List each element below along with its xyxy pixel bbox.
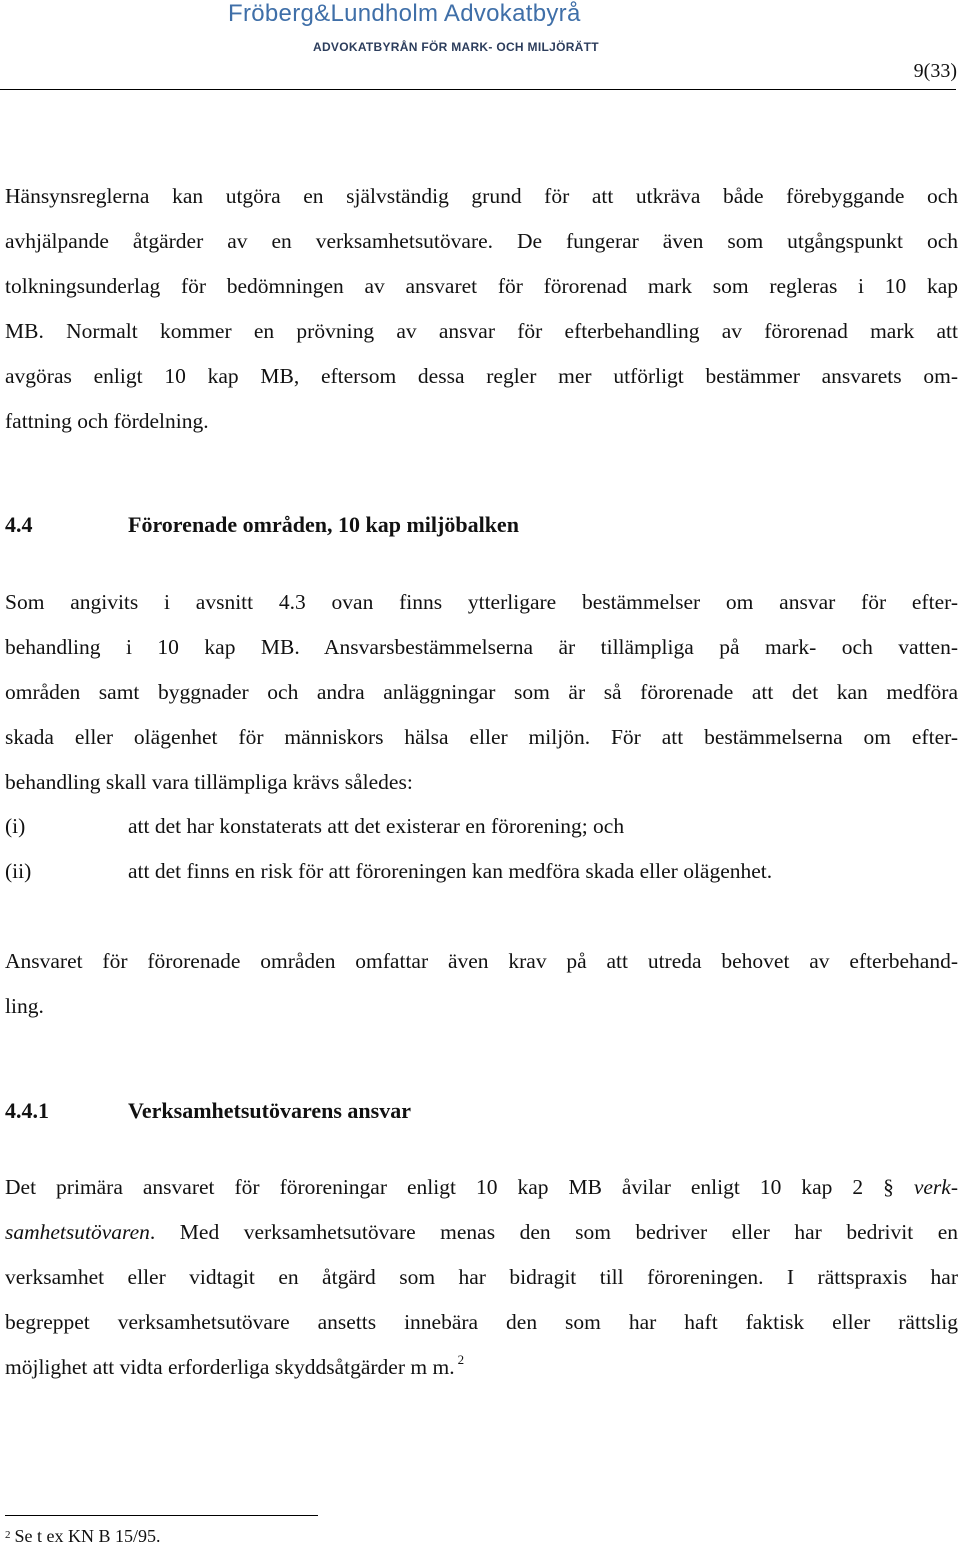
footnote-divider (5, 1515, 318, 1516)
paragraph-line: fattning och fördelning. (5, 409, 209, 433)
list-item-text: att det finns en risk för att föroreningen kan medföra skada eller olägenhet. (128, 859, 773, 883)
paragraph-line: begreppet verksamhetsutövare ansetts innebära den som har haft faktisk eller rättslig (5, 1310, 958, 1334)
firm-logo-name: Fröberg&Lundholm Advokatbyrå (228, 0, 581, 27)
paragraph-line: Som angivits i avsnitt 4.3 ovan finns ytterligare bestämmelser om ansvar för efter- (5, 590, 958, 614)
paragraph-line: ling. (5, 994, 44, 1018)
italic-term: samhetsutövaren (5, 1220, 150, 1244)
paragraph-line: områden samt byggnader och andra anläggningar som är så förorenade att det kan medföra (5, 680, 958, 704)
header-divider (0, 89, 956, 90)
paragraph-line: tolkningsunderlag för bedömningen av ansvaret för förorenad mark som regleras i 10 kap (5, 274, 958, 298)
paragraph-line (5, 1210, 958, 1255)
subsection-title: Verksamhetsutövarens ansvar (128, 1098, 411, 1123)
paragraph-line: avhjälpande åtgärder av en verksamhetsutövare. De fungerar även som utgångspunkt och (5, 229, 958, 253)
paragraph-line: MB. Normalt kommer en prövning av ansvar för efterbehandling av förorenad mark att (5, 319, 958, 343)
paragraph-3 (5, 939, 958, 1029)
list-item-text: att det har konstaterats att det existerar en förorening; och (128, 814, 625, 838)
paragraph-text: Det primära ansvaret för föroreningar enligt 10 kap MB åvilar enligt 10 kap 2 § (5, 1175, 914, 1199)
paragraph-line: verksamhet eller vidtagit en åtgärd som har bidragit till föroreningen. I rättspraxis har (5, 1265, 958, 1289)
section-number: 4.4 (5, 512, 33, 537)
paragraph-line: skada eller olägenhet för människors hälsa eller miljön. För att bestämmelserna om efter- (5, 725, 958, 749)
firm-logo-tagline: ADVOKATBYRÅN FÖR MARK- OCH MILJÖRÄTT (313, 40, 599, 54)
subsection-number: 4.4.1 (5, 1098, 49, 1123)
paragraph-text: . Med verksamhetsutövare menas den som bedriver eller har bedrivit en (149, 1220, 958, 1244)
footnote-marker: 2 (5, 1529, 11, 1541)
footnote-text: Se t ex KN B 15/95. (14, 1526, 161, 1546)
list-item-label: (i) (5, 814, 26, 838)
footnote (5, 1526, 161, 1547)
italic-term: verk- (913, 1175, 958, 1199)
paragraph-line (5, 1345, 958, 1392)
paragraph-1 (5, 174, 958, 444)
paragraph-4 (5, 1165, 958, 1392)
paragraph-line: behandling skall vara tillämpliga krävs således: (5, 770, 413, 794)
paragraph-line (5, 1165, 958, 1210)
paragraph-text: möjlighet att vidta erforderliga skyddsåtgärder m m. (5, 1355, 455, 1379)
paragraph-2 (5, 580, 958, 805)
paragraph-line: Ansvaret för förorenade områden omfattar även krav på att utreda behovet av efterbehand- (5, 949, 958, 973)
paragraph-line: Hänsynsreglerna kan utgöra en självständig grund för att utkräva både förebyggande och (5, 184, 958, 208)
page-number: 9(33) (913, 60, 957, 82)
section-title: Förorenade områden, 10 kap miljöbalken (128, 512, 519, 537)
paragraph-line: avgöras enligt 10 kap MB, eftersom dessa regler mer utförligt bestämmer ansvarets om- (5, 364, 958, 388)
list-item-label: (ii) (5, 859, 32, 883)
footnote-reference[interactable]: 2 (457, 1352, 465, 1367)
paragraph-line: behandling i 10 kap MB. Ansvarsbestämmelserna är tillämpliga på mark- och vatten- (5, 635, 958, 659)
